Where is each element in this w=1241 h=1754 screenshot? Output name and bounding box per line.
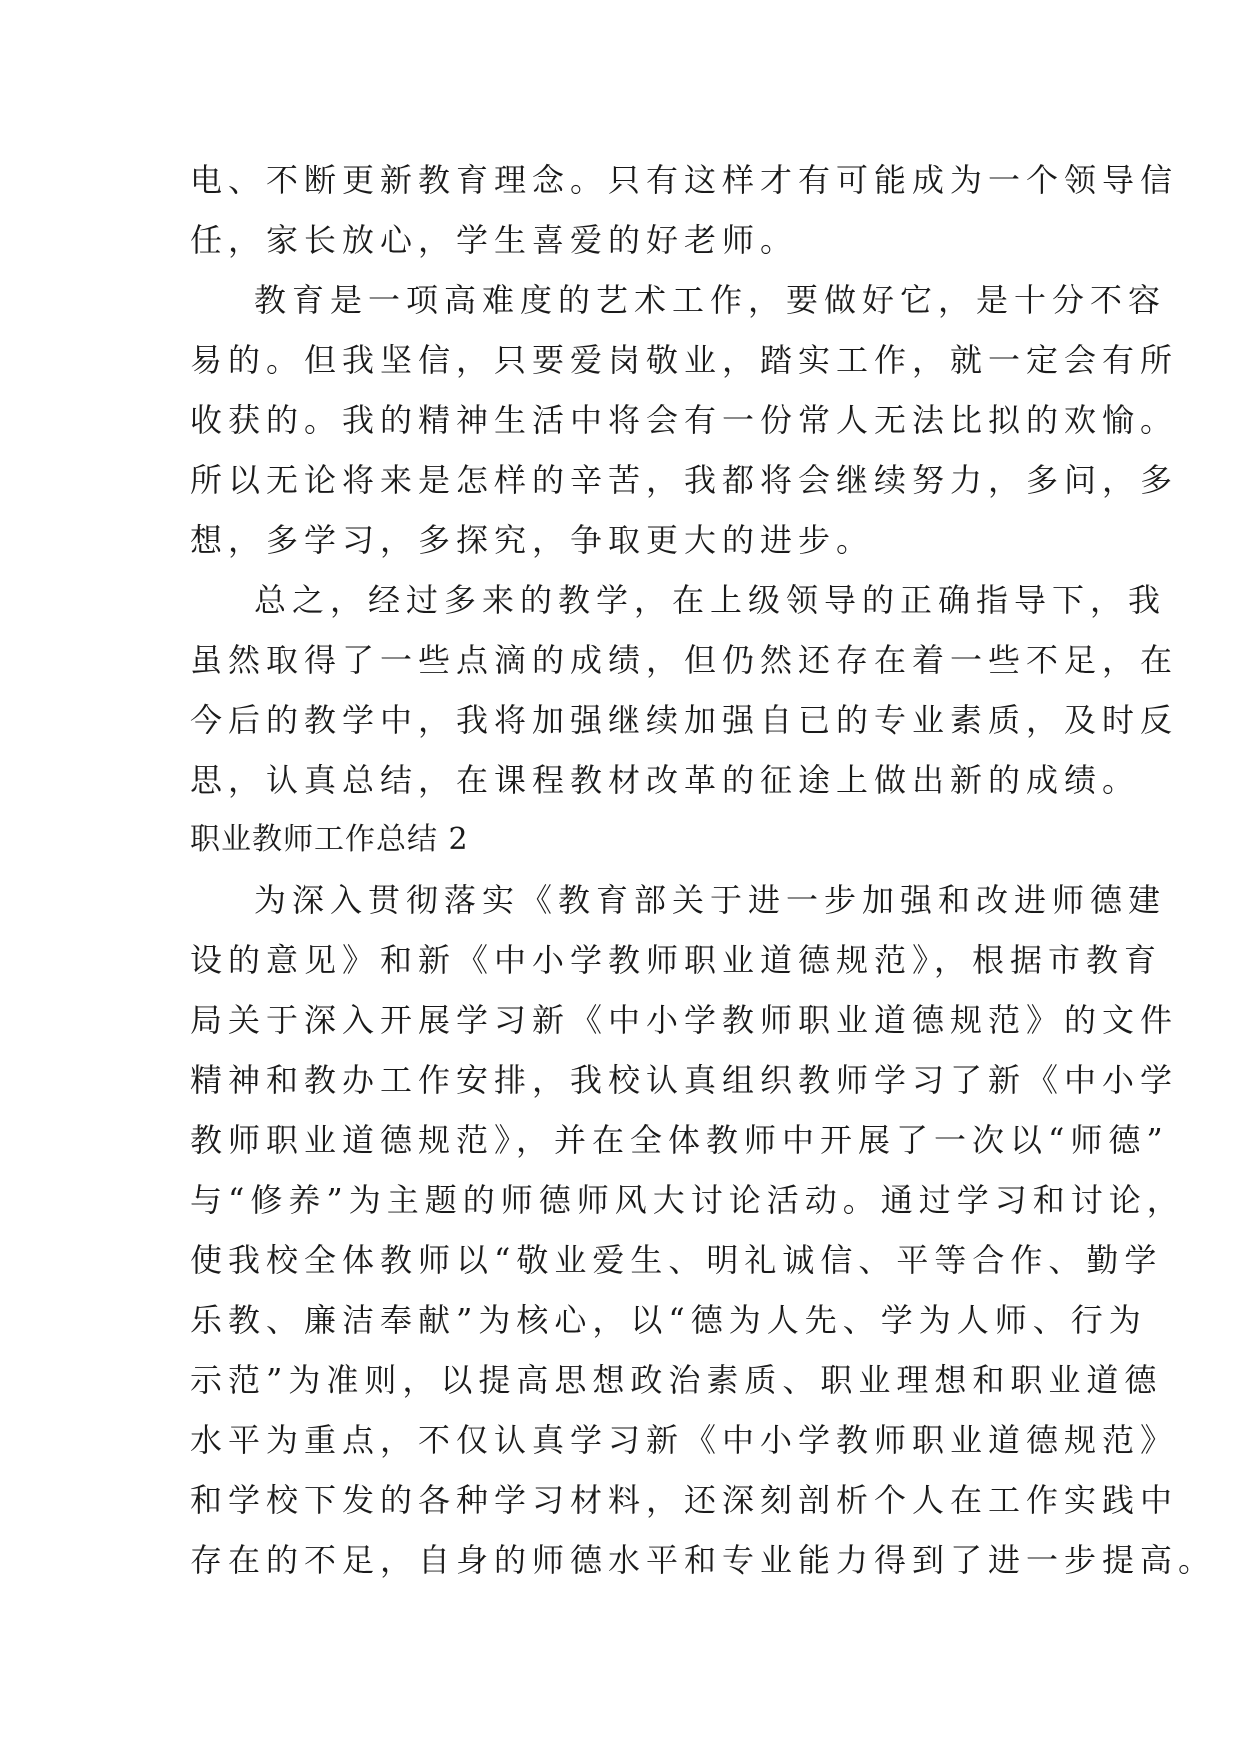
text-line: 水平为重点，不仅认真学习新《中小学教师职业道德规范》 xyxy=(190,1421,1179,1459)
text-line: 虽然取得了一些点滴的成绩，但仍然还存在着一些不足，在 xyxy=(190,641,1179,679)
text-line: 存在的不足，自身的师德水平和专业能力得到了进一步提高。 xyxy=(190,1541,1217,1579)
text-line: 教师职业道德规范》，并在全体教师中开展了一次以“师德” xyxy=(190,1121,1169,1159)
text-line: 电、不断更新教育理念。只有这样才有可能成为一个领导信 xyxy=(190,161,1179,199)
text-line: 示范”为准则，以提高思想政治素质、职业理想和职业道德 xyxy=(190,1361,1163,1399)
text-line: 和学校下发的各种学习材料，还深刻剖析个人在工作实践中 xyxy=(190,1481,1179,1519)
text-line: 乐教、廉洁奉献”为核心，以“德为人先、学为人师、行为 xyxy=(190,1301,1147,1339)
text-line: 今后的教学中，我将加强继续加强自已的专业素质，及时反 xyxy=(190,701,1179,739)
document-page xyxy=(190,150,1217,1590)
text-line: 所以无论将来是怎样的辛苦，我都将会继续努力，多问，多 xyxy=(190,461,1179,499)
paragraph-2 xyxy=(190,270,1179,570)
text-line: 易的。但我坚信，只要爱岗敬业，踏实工作，就一定会有所 xyxy=(190,341,1179,379)
paragraph-3 xyxy=(190,570,1179,810)
paragraph-1 xyxy=(190,150,1179,270)
text-line: 收获的。我的精神生活中将会有一份常人无法比拟的欢愉。 xyxy=(190,401,1179,439)
text-line: 与“修养”为主题的师德师风大讨论活动。通过学习和讨论， xyxy=(190,1181,1185,1219)
section-heading: 职业教师工作总结 2 xyxy=(190,822,469,857)
text-line: 局关于深入开展学习新《中小学教师职业道德规范》的文件 xyxy=(190,1001,1179,1039)
paragraph-4 xyxy=(190,870,1217,1590)
text-line: 为深入贯彻落实《教育部关于进一步加强和改进师德建 xyxy=(254,881,1167,919)
text-line: 总之，经过多来的教学，在上级领导的正确指导下，我 xyxy=(254,581,1167,619)
text-line: 使我校全体教师以“敬业爱生、明礼诚信、平等合作、勤学 xyxy=(190,1241,1163,1279)
text-line: 想，多学习，多探究，争取更大的进步。 xyxy=(190,521,875,559)
text-line: 精神和教办工作安排，我校认真组织教师学习了新《中小学 xyxy=(190,1061,1179,1099)
text-line: 任，家长放心，学生喜爱的好老师。 xyxy=(190,221,799,259)
text-line: 设的意见》和新《中小学教师职业道德规范》，根据市教育 xyxy=(190,941,1163,979)
text-line: 教育是一项高难度的艺术工作，要做好它，是十分不容 xyxy=(254,281,1167,319)
text-line: 思，认真总结，在课程教材改革的征途上做出新的成绩。 xyxy=(190,761,1141,799)
